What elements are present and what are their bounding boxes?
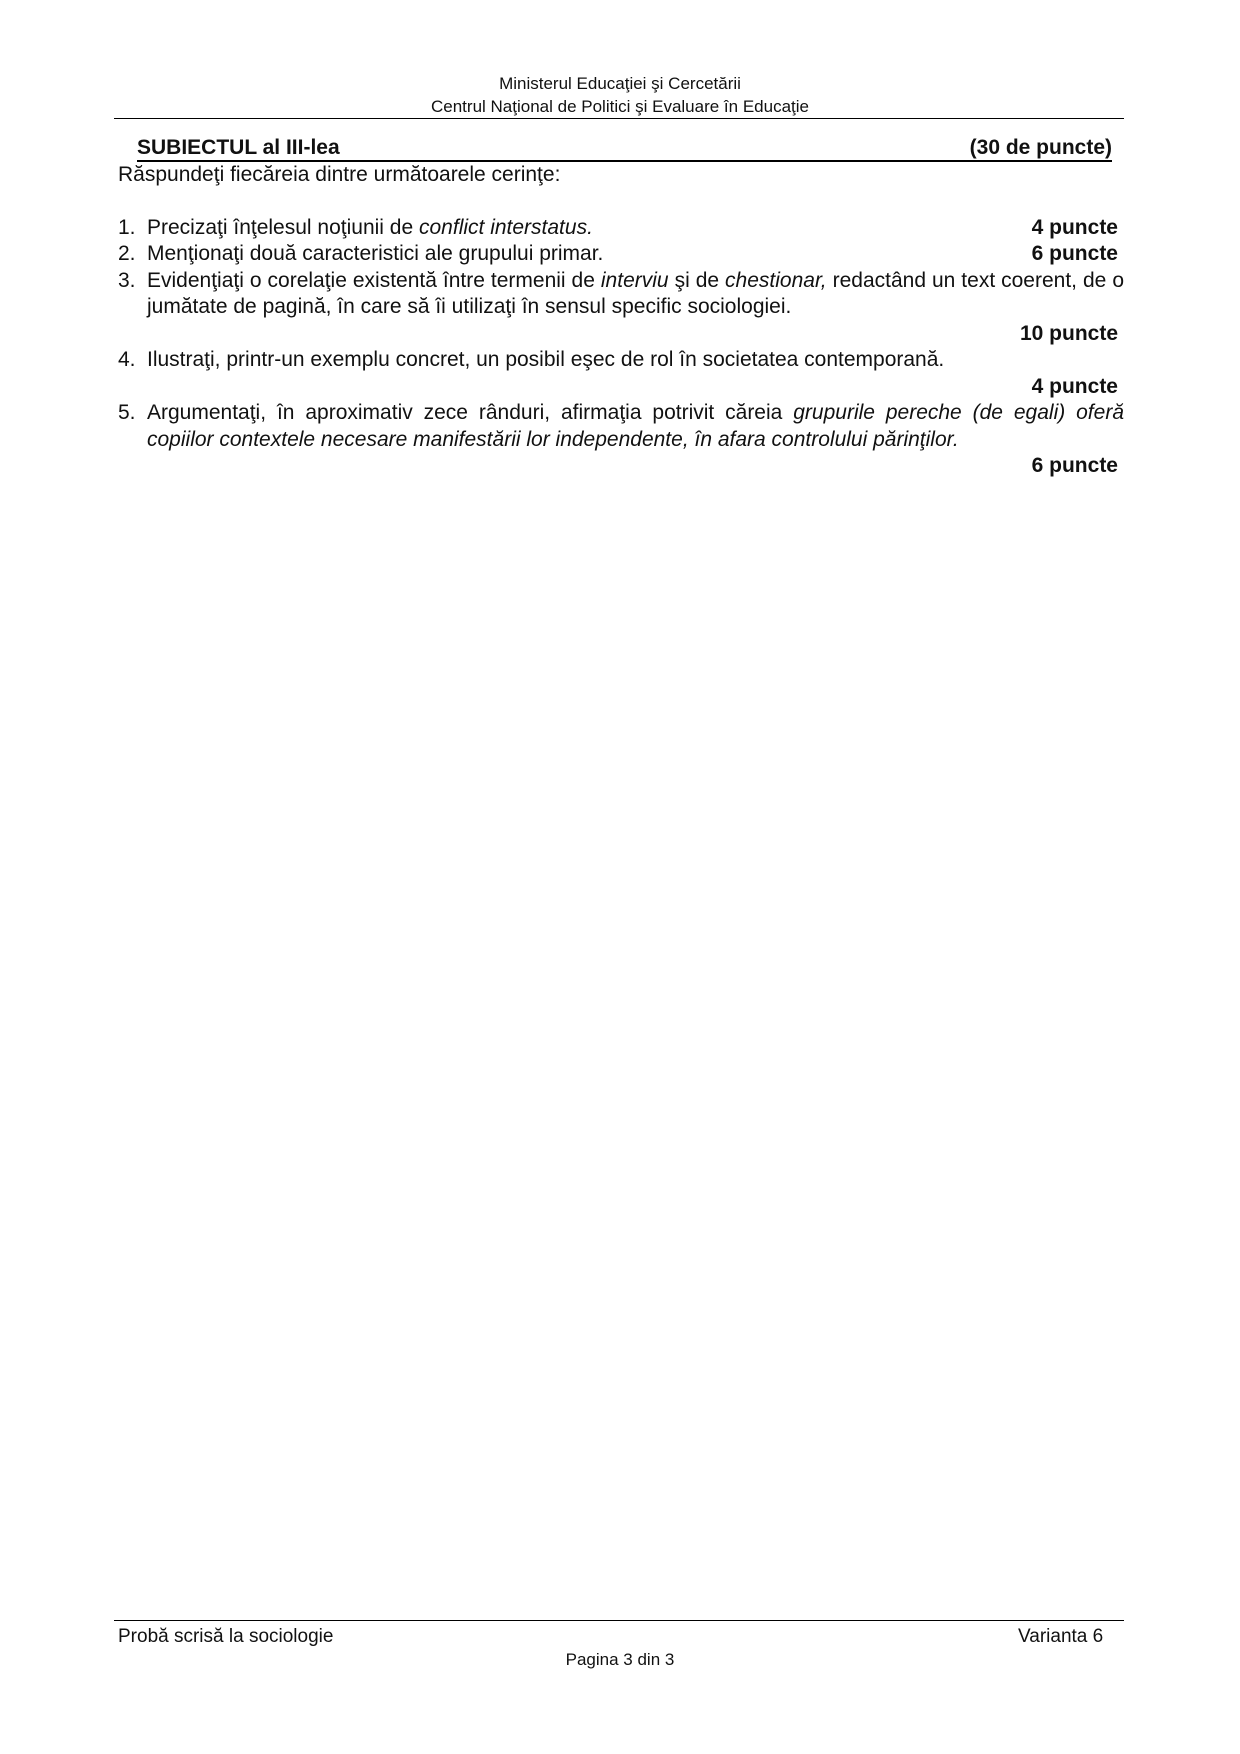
- question-points: 6 puncte: [1031, 242, 1118, 265]
- question-number: 4.: [118, 348, 136, 371]
- question-list: [118, 162, 1124, 480]
- question-text: Menţionaţi două caracteristici ale grupului primar.: [147, 242, 604, 265]
- exam-name: Probă scrisă la sociologie: [118, 1626, 334, 1647]
- question-points: 4 puncte: [1031, 215, 1118, 239]
- subject-points: (30 de puncte): [969, 136, 1112, 159]
- subject-heading: [137, 136, 1112, 160]
- footer-divider: [114, 1620, 1124, 1621]
- question-text: Precizaţi înţelesul noţiunii de conflict interstatus.: [147, 215, 593, 239]
- question-number: 3.: [118, 268, 136, 292]
- page-number: Pagina 3 din 3: [565, 1650, 675, 1669]
- subject-title: SUBIECTUL al III-lea: [137, 136, 340, 159]
- question-points: 4 puncte: [1031, 374, 1118, 398]
- question-4: [118, 347, 1124, 374]
- question-text: Argumentaţi, în aproximativ zece rânduri, afirmaţia potrivit căreia grupurile pereche (de egali) oferă copiilor contextele necesare manifestării lor independente, în afara controlului părinţilor.: [147, 401, 1124, 451]
- question-points: 10 puncte: [1019, 321, 1118, 345]
- question-2: [118, 241, 1124, 268]
- question-text: Ilustraţi, printr-un exemplu concret, un posibil eşec de rol în societatea contemporană.: [147, 348, 945, 371]
- center-name: Centrul Naţional de Politici şi Evaluare în Educaţie: [431, 97, 809, 116]
- question-3: [118, 268, 1124, 321]
- header-divider: [114, 118, 1124, 119]
- question-1: [118, 215, 1124, 242]
- question-number: 2.: [118, 242, 136, 265]
- question-text: Evidenţiaţi o corelaţie existentă între termenii de interviu şi de chestionar, redactând un text coerent, de o jumătate de pagină, în care să îi utilizaţi în sensul specific sociologiei.: [147, 268, 1124, 318]
- question-5: [118, 400, 1124, 453]
- variant-label: Varianta 6: [1018, 1626, 1104, 1647]
- ministry-name: Ministerul Educaţiei şi Cercetării: [499, 74, 741, 93]
- question-number: 5.: [118, 401, 136, 424]
- instructions: Răspundeţi fiecăreia dintre următoarele cerinţe:: [118, 163, 561, 186]
- question-number: 1.: [118, 215, 136, 239]
- question-points: 6 puncte: [1031, 454, 1118, 477]
